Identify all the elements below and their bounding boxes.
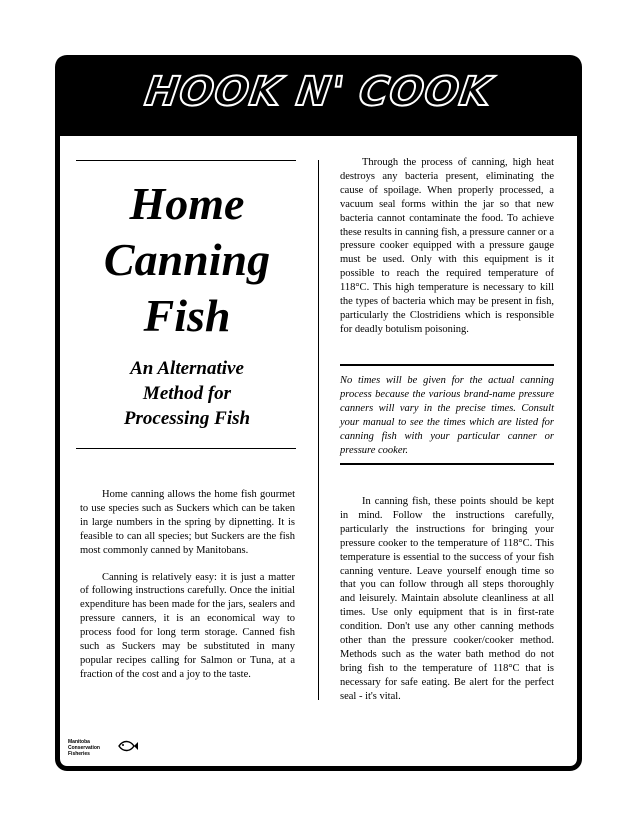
cover-title-line: Home bbox=[129, 178, 245, 229]
footer-org bbox=[68, 739, 100, 757]
left-column-text bbox=[80, 488, 295, 682]
right-column-top-text bbox=[340, 156, 554, 337]
banner-title: HOOK N' COOK bbox=[142, 69, 495, 115]
cover-title-line: Fish bbox=[143, 290, 231, 341]
left-paragraph: Canning is relatively easy: it is just a matter of following instructions carefully. Once the initial expenditure has been made for the jars, sealers and pressure canners, it is an economical way to process food for long term storage. Canned fish such as Suckers may be substituted in many popular recipes calling for Salmon or Tuna, at a fraction of the cost and a joy to the taste. bbox=[80, 571, 295, 680]
fish-logo-icon bbox=[117, 739, 139, 753]
canning-time-note: No times will be given for the actual canning process because the various brand-name pressure canners will vary in the precise times. Consult your manual to see the times which are listed for canning fish with your particular canner or pressure cooker. bbox=[340, 375, 554, 456]
footer-line: Conservation bbox=[68, 745, 100, 751]
column-divider bbox=[318, 160, 319, 700]
cover-subtitle-line: Processing Fish bbox=[123, 408, 251, 429]
cover-subtitle-line: An Alternative bbox=[130, 358, 244, 379]
footer-line: Fisheries bbox=[68, 751, 90, 757]
footer-line: Manitoba bbox=[68, 739, 90, 745]
note-top-rule bbox=[340, 364, 554, 366]
right-top-paragraph: Through the process of canning, high heat destroys any bacteria present, eliminating the cause of spoilage. When properly processed, a vacuum seal forms within the jar so that new bacteria cannot contaminate the food. To achieve these results in canning fish, a pressure canner or a pressure cooker equipped with a pressure gauge must be used. Only with this equipment is it possible to reach the required temperature of 118°C. This high temperature is necessary to kill the types of bacteria which may be present in fish, particularly the Clostridiens which is responsible for deadly botulism poisoning. bbox=[340, 157, 554, 335]
cover-title-line: Canning bbox=[103, 234, 271, 285]
left-paragraph: Home canning allows the home fish gourmet to use species such as Suckers which can be taken in large numbers in the spring by dipnetting. It is feasible to can all species; but Suckers are the fish most commonly canned by Manitobans. bbox=[80, 489, 295, 556]
cover-bottom-rule bbox=[76, 448, 296, 449]
cover-subtitle-line: Method for bbox=[142, 383, 232, 404]
header-banner bbox=[56, 56, 581, 136]
cover-title bbox=[76, 176, 298, 344]
right-bottom-paragraph: In canning fish, these points should be kept in mind. Follow the instructions carefully, particularly the instructions for bringing your pressure cooker to the temperature of 118°C. This temperature is essential to the success of your fish canning venture. Leave yourself enough time so that you can follow through all steps thoroughly and leisurely. Maintain absolute cleanliness at all times. Use only equipment that is in first-rate condition. Don't use any other canning methods other than the pressure cooker/cooker method. Methods such as the water bath method do not bring fish to the temperature of 118°C that is necessary for safe eating. Be alert for the perfect seal - it's vital. bbox=[340, 496, 554, 702]
note-bottom-rule bbox=[340, 463, 554, 465]
right-column-bottom-text bbox=[340, 495, 554, 704]
cover-subtitle bbox=[76, 356, 298, 431]
cover-top-rule bbox=[76, 160, 296, 161]
